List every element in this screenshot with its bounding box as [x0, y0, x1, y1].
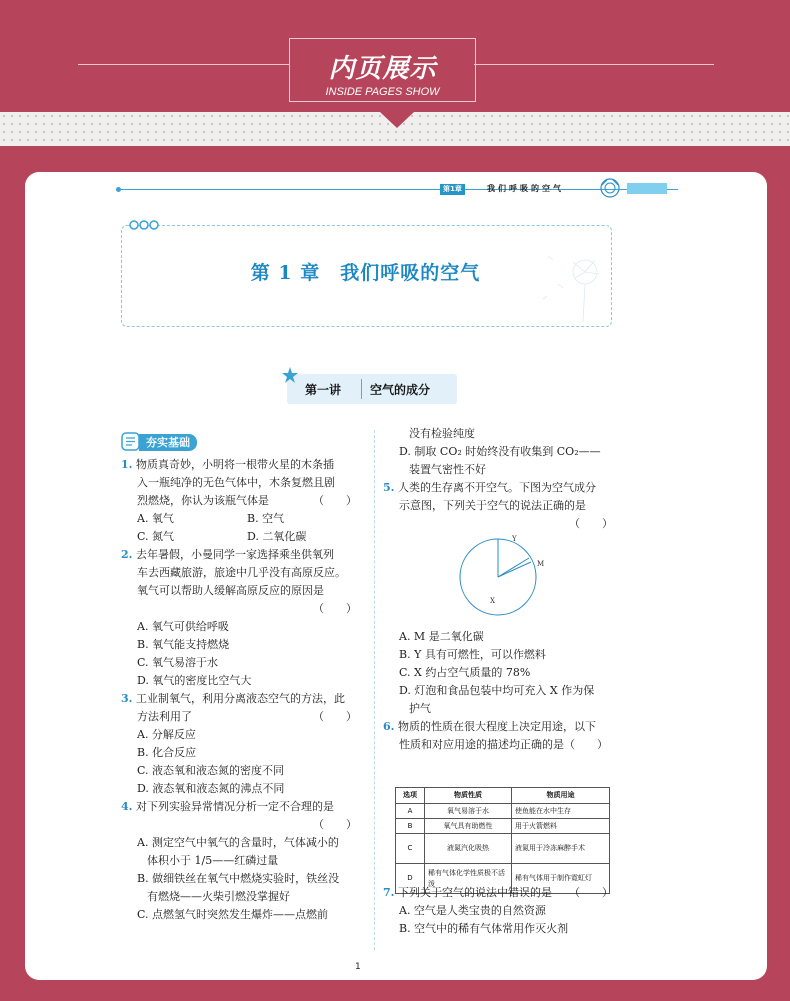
text-line: [121, 852, 357, 870]
option-text: C. 氮气: [137, 530, 175, 543]
line-text: B. 做细铁丝在氧气中燃烧实验时，铁丝没: [137, 872, 340, 885]
table-cell: 稀有气体化学性质极不活泼: [425, 864, 512, 894]
chapter-title: 第 1 章 我们呼吸的空气: [250, 262, 481, 284]
line-text: 人类的生存离不开空气。下图为空气成分: [397, 481, 596, 494]
text-line: [121, 780, 357, 798]
text-line: [121, 636, 357, 654]
lecture-name: 空气的成分: [370, 383, 431, 397]
question-number: 1.: [121, 458, 133, 471]
page-number: 1: [355, 962, 361, 972]
document-page: [25, 172, 767, 980]
text-line: [383, 443, 613, 461]
line-text: B. 氧气能支持燃烧: [137, 638, 230, 651]
table-header: 物质性质: [425, 788, 512, 804]
text-line: [383, 682, 613, 700]
answer-blank: （ ）: [313, 710, 357, 723]
text-line: [121, 564, 357, 582]
text-line: [121, 762, 357, 780]
star-icon: [281, 366, 299, 384]
text-line: [121, 816, 357, 834]
answer-blank: （ ）: [569, 517, 613, 530]
table-row: [396, 804, 610, 819]
header-rule: [118, 189, 678, 190]
line-text: 入一瓶纯净的无色气体中，木条复燃且剧: [137, 476, 335, 489]
pie-label-x: X: [490, 597, 495, 605]
table-cell: 氧气具有助燃性: [425, 819, 512, 834]
table-cell: 氧气易溶于水: [425, 804, 512, 819]
line-text: D. 制取 CO₂ 时始终没有收集到 CO₂——: [399, 445, 601, 458]
text-line: [121, 618, 357, 636]
banner-right-rule: [474, 64, 714, 65]
table-header: 物质用途: [512, 788, 610, 804]
banner-subtitle: INSIDE PAGES SHOW: [325, 86, 440, 98]
text-line: [121, 744, 357, 762]
line-text: 方法利用了: [137, 710, 192, 723]
question-line: [383, 884, 613, 902]
line-text: 车去西藏旅游，旅途中几乎没有高原反应。: [137, 566, 346, 579]
air-composition-pie: [457, 536, 539, 618]
right-column-bottom: [383, 884, 613, 938]
line-text: A. 氧气可供给呼吸: [137, 620, 229, 633]
header-tab: [627, 183, 667, 194]
text-line: [121, 726, 357, 744]
table-header: 选项: [396, 788, 425, 804]
line-text: 护气: [409, 702, 431, 715]
question-number: 4.: [121, 800, 133, 813]
text-line: [121, 474, 357, 492]
line-text: 下列关于空气的说法中错误的是: [397, 886, 552, 899]
line-text: 物质的性质在很大程度上决定用途，以下: [397, 720, 596, 733]
option-row: [121, 510, 357, 528]
table-cell: 液氮汽化吸热: [425, 834, 512, 864]
text-line: [121, 708, 357, 726]
line-text: 性质和对应用途的描述均正确的是（ ）: [399, 738, 608, 751]
line-text: 烈燃烧，你认为该瓶气体是: [137, 494, 269, 507]
answer-blank: （ ）: [313, 818, 357, 831]
table-cell: B: [396, 819, 425, 834]
header-chapter-badge: 第1章: [440, 184, 465, 195]
option-text: D. 二氧化碳: [247, 530, 307, 543]
text-line: [383, 646, 613, 664]
chapter-rings-icon: [129, 218, 169, 232]
option-row: [121, 528, 357, 546]
table-header-row: [396, 788, 610, 804]
table-cell: 液氮用于冷冻麻醉手术: [512, 834, 610, 864]
header-chapter-title: 我们呼吸的空气: [487, 184, 564, 193]
question-number: 3.: [121, 692, 133, 705]
property-use-table: [395, 787, 610, 894]
line-text: C. 液态氧和液态氮的密度不同: [137, 764, 285, 777]
line-text: 示意图，下列关于空气的说法正确的是: [399, 499, 586, 512]
question-number: 6.: [383, 720, 395, 733]
question-number: 5.: [383, 481, 395, 494]
pie-label-y: Y: [512, 535, 517, 543]
line-text: 去年暑假，小曼同学一家选择乘坐供氧列: [135, 548, 334, 561]
text-line: [121, 600, 357, 618]
dandelion-icon: [533, 244, 608, 324]
line-text: D. 灯泡和食品包装中均可充入 X 作为保: [399, 684, 595, 697]
text-line: [383, 902, 613, 920]
question-line: [121, 546, 357, 564]
question-number: 7.: [383, 886, 395, 899]
table-row: [396, 834, 610, 864]
line-text: C. 点燃氢气时突然发生爆炸——点燃前: [137, 908, 329, 921]
text-line: [383, 515, 613, 533]
question-line: [121, 798, 357, 816]
line-text: 物质真奇妙，小明将一根带火星的木条插: [135, 458, 334, 471]
line-text: A. 测定空气中氧气的含量时，气体减小的: [137, 836, 339, 849]
right-column-middle: [383, 628, 613, 754]
option-text: A. 氧气: [137, 512, 174, 525]
pie-label-m: M: [537, 560, 545, 568]
text-line: [383, 628, 613, 646]
banner-left-rule: [78, 64, 289, 65]
line-text: A. 分解反应: [137, 728, 196, 741]
question-line: [121, 456, 357, 474]
line-text: B. 空气中的稀有气体常用作灭火剂: [399, 922, 569, 935]
banner-pointer: [380, 112, 414, 128]
text-line: [121, 582, 357, 600]
table-cell: C: [396, 834, 425, 864]
text-line: [383, 736, 613, 754]
line-text: 没有检验纯度: [409, 427, 475, 440]
table-cell: D: [396, 864, 425, 894]
line-text: 有燃烧——火柴引燃没掌握好: [147, 890, 290, 903]
notebook-icon: [121, 432, 140, 451]
question-line: [383, 718, 613, 736]
banner-title: 内页展示: [328, 54, 437, 84]
text-line: [121, 834, 357, 852]
text-line: [383, 664, 613, 682]
text-line: [121, 888, 357, 906]
text-line: [121, 492, 357, 510]
table-cell: A: [396, 804, 425, 819]
line-text: 对下列实验异常情况分析一定不合理的是: [135, 800, 334, 813]
answer-blank: （ ）: [313, 494, 357, 507]
line-text: A. M 是二氧化碳: [399, 630, 484, 643]
text-line: [383, 700, 613, 718]
line-text: 装置气密性不好: [409, 463, 486, 476]
table-row: [396, 819, 610, 834]
table-cell: 稀有气体用于制作霓虹灯: [512, 864, 610, 894]
section-label: 夯实基础: [139, 434, 197, 451]
left-column: [121, 456, 357, 924]
table-cell: 用于火箭燃料: [512, 819, 610, 834]
line-text: D. 氧气的密度比空气大: [137, 674, 252, 687]
text-line: [383, 497, 613, 515]
column-divider: [374, 430, 375, 950]
question-line: [121, 690, 357, 708]
lecture-separator: [361, 379, 362, 399]
line-text: B. Y 具有可燃性，可以作燃料: [399, 648, 546, 661]
line-text: 氧气可以帮助人缓解高原反应的原因是: [137, 584, 324, 597]
question-number: 2.: [121, 548, 133, 561]
line-text: 工业制氧气，利用分离液态空气的方法，此: [135, 692, 345, 705]
text-line: [383, 920, 613, 938]
line-text: 体积小于 1/5——红磷过量: [147, 854, 279, 867]
text-line: [121, 654, 357, 672]
line-text: C. X 约占空气质量的 78%: [399, 666, 531, 679]
line-text: B. 化合反应: [137, 746, 197, 759]
lecture-number: 第一讲: [305, 383, 342, 397]
question-line: [383, 479, 613, 497]
header-emblem-icon: [599, 177, 621, 199]
line-text: A. 空气是人类宝贵的自然资源: [399, 904, 546, 917]
line-text: C. 氧气易溶于水: [137, 656, 219, 669]
line-text: D. 液态氧和液态氮的沸点不同: [137, 782, 285, 795]
right-column-top: [383, 425, 613, 533]
text-line: [121, 672, 357, 690]
text-line: [383, 461, 613, 479]
text-line: [121, 906, 357, 924]
table-cell: 使鱼能在水中生存: [512, 804, 610, 819]
answer-blank: （ ）: [569, 886, 613, 899]
text-line: [383, 425, 613, 443]
text-line: [121, 870, 357, 888]
answer-blank: （ ）: [313, 602, 357, 615]
option-text: B. 空气: [247, 512, 285, 525]
